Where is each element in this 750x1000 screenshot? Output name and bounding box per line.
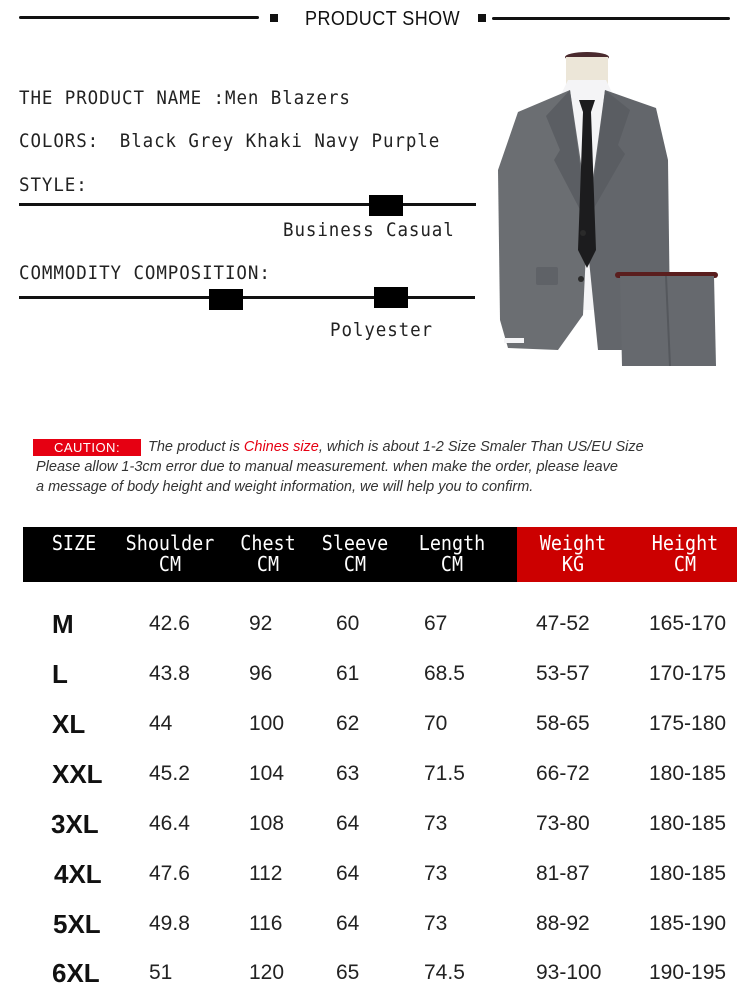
- height-cell: 180-185: [649, 812, 727, 835]
- col-header-size: SIZE: [51, 531, 97, 555]
- chest-cell: 104: [249, 762, 285, 785]
- header-rule-right: [492, 17, 730, 20]
- shoulder-cell: 45.2: [149, 762, 190, 785]
- col-header-sleeve: Sleeve CM: [321, 531, 389, 576]
- header-rule-left: [19, 16, 259, 19]
- chest-cell: 96: [249, 662, 273, 685]
- colors-row: [19, 130, 440, 152]
- sleeve-cell: 64: [336, 912, 360, 935]
- col-header-height: Height CM: [651, 531, 719, 576]
- page-title: PRODUCT SHOW: [305, 8, 461, 30]
- sleeve-cell: 62: [336, 712, 360, 735]
- height-cell: 165-170: [649, 612, 727, 635]
- product-name-row: [19, 87, 351, 109]
- size-cell: M: [52, 609, 74, 639]
- weight-cell: 53-57: [536, 662, 590, 685]
- colors-value: Black Grey Khaki Navy Purple: [119, 130, 441, 152]
- shoulder-cell: 51: [149, 961, 173, 984]
- product-name-label: THE PRODUCT NAME :: [19, 87, 225, 109]
- col-header-weight: Weight KG: [539, 531, 607, 576]
- size-cell: 6XL: [52, 958, 100, 988]
- chest-cell: 116: [249, 912, 283, 935]
- size-cell: 3XL: [51, 809, 99, 839]
- header-square-left-icon: [270, 14, 278, 22]
- col-header-length: Length CM: [418, 531, 486, 576]
- composition-marker-2-icon: [374, 287, 408, 308]
- shoulder-cell: 46.4: [149, 812, 190, 835]
- composition-marker-1-icon: [209, 289, 243, 310]
- size-cell: XXL: [52, 759, 103, 789]
- length-cell: 70: [424, 712, 448, 735]
- sleeve-cell: 63: [336, 762, 360, 785]
- col-header-chest: Chest CM: [240, 531, 296, 576]
- sleeve-cell: 64: [336, 812, 360, 835]
- length-cell: 71.5: [424, 762, 465, 785]
- weight-cell: 88-92: [536, 912, 590, 935]
- sleeve-cell: 64: [336, 862, 360, 885]
- caution-line-3: a message of body height and weight information, we will help you to confirm.: [36, 479, 534, 495]
- height-cell: 180-185: [649, 862, 727, 885]
- size-cell: 5XL: [53, 909, 101, 939]
- weight-cell: 73-80: [536, 812, 590, 835]
- shoulder-cell: 47.6: [149, 862, 190, 885]
- product-image: [488, 50, 728, 370]
- style-marker-icon: [369, 195, 403, 216]
- caution-label: CAUTION:: [33, 439, 141, 456]
- sleeve-cell: 65: [336, 961, 360, 984]
- size-cell: L: [52, 659, 68, 689]
- weight-cell: 81-87: [536, 862, 590, 885]
- length-cell: 73: [424, 812, 448, 835]
- height-cell: 190-195: [649, 961, 727, 984]
- shoulder-cell: 43.8: [149, 662, 190, 685]
- length-cell: 67: [424, 612, 448, 635]
- length-cell: 73: [424, 862, 448, 885]
- chest-cell: 120: [249, 961, 285, 984]
- sleeve-cell: 61: [336, 662, 360, 685]
- col-header-shoulder: Shoulder CM: [125, 531, 215, 576]
- product-name-value: Men Blazers: [224, 87, 351, 109]
- size-cell: 4XL: [54, 859, 102, 889]
- colors-label: COLORS:: [19, 130, 100, 152]
- chest-cell: 100: [249, 712, 285, 735]
- size-cell: XL: [52, 709, 86, 739]
- composition-label: COMMODITY COMPOSITION:: [19, 262, 271, 284]
- shoulder-cell: 42.6: [149, 612, 190, 635]
- chest-cell: 112: [249, 862, 283, 885]
- sleeve-cell: 60: [336, 612, 360, 635]
- composition-value: Polyester: [330, 319, 433, 341]
- chest-cell: 92: [249, 612, 273, 635]
- style-value: Business Casual: [283, 219, 455, 241]
- length-cell: 74.5: [424, 961, 465, 984]
- length-cell: 68.5: [424, 662, 465, 685]
- weight-cell: 66-72: [536, 762, 590, 785]
- chinese-size-highlight: Chines size: [243, 439, 319, 455]
- caution-line-1: The product is Chines size, which is about 1-2 Size Smaler Than US/EU Size: [148, 439, 644, 455]
- chest-cell: 108: [249, 812, 285, 835]
- weight-cell: 47-52: [536, 612, 590, 635]
- height-cell: 170-175: [649, 662, 727, 685]
- suit-illustration-icon: [488, 50, 728, 370]
- weight-cell: 93-100: [536, 961, 602, 984]
- length-cell: 73: [424, 912, 448, 935]
- height-cell: 180-185: [649, 762, 727, 785]
- shoulder-cell: 44: [149, 712, 173, 735]
- header-square-right-icon: [478, 14, 486, 22]
- caution-line-2: Please allow 1-3cm error due to manual measurement. when make the order, please leave: [36, 459, 618, 475]
- weight-cell: 58-65: [536, 712, 590, 735]
- height-cell: 185-190: [649, 912, 727, 935]
- style-scale-line: [19, 203, 476, 206]
- shoulder-cell: 49.8: [149, 912, 190, 935]
- height-cell: 175-180: [649, 712, 727, 735]
- style-label: STYLE:: [19, 174, 88, 196]
